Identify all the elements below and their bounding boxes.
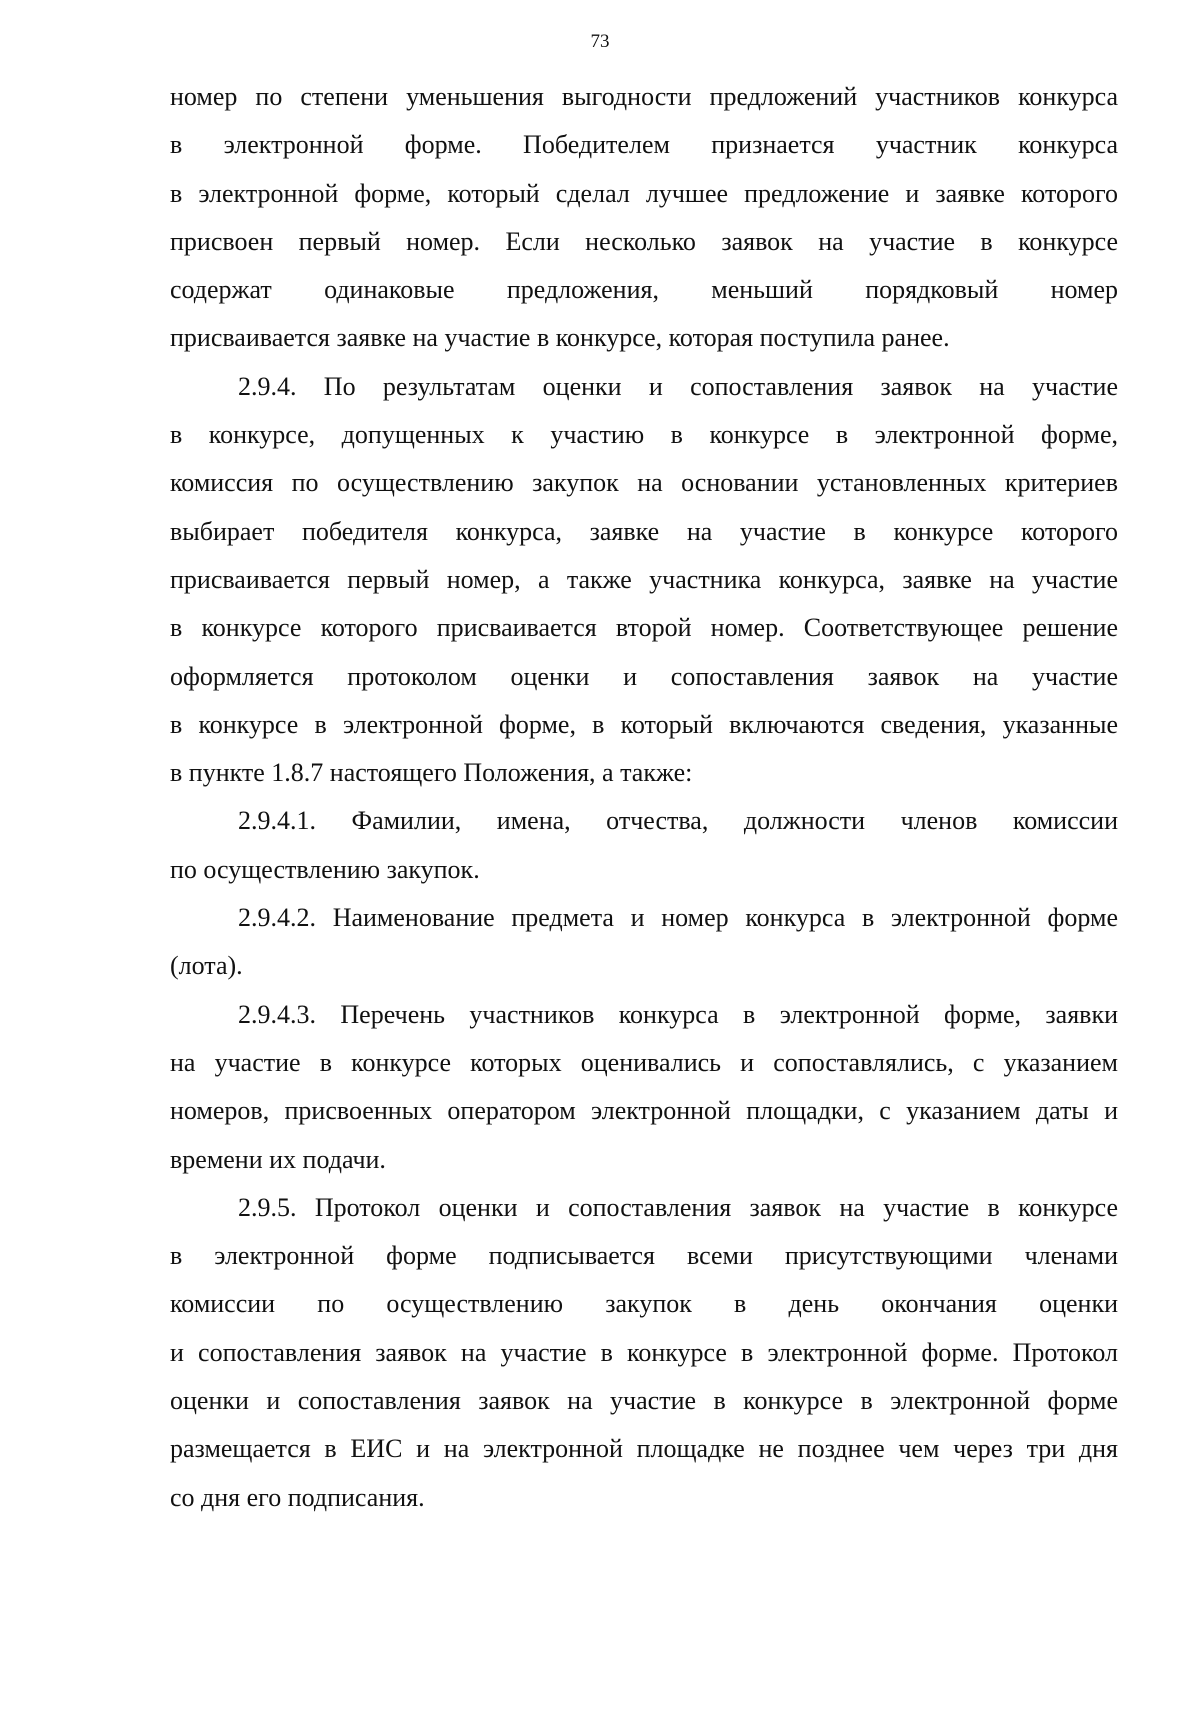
text-line: оценки и сопоставления заявок на участие в конкурсе в электронной форме: [170, 1386, 1118, 1416]
text-line: на участие в конкурсе которых оценивались и сопоставлялись, с указанием: [170, 1047, 1118, 1077]
text-line: комиссия по осуществлению закупок на основании установленных критериев: [170, 468, 1118, 498]
text-line: комиссии по осуществлению закупок в день окончания оценки: [170, 1289, 1118, 1319]
paragraph-first-line: 2.9.4.2. Наименование предмета и номер конкурса в электронной форме: [238, 903, 1118, 933]
paragraph-first-line: 2.9.4. По результатам оценки и сопоставления заявок на участие: [238, 371, 1118, 401]
text-line: в конкурсе которого присваивается второй номер. Соответствующее решение: [170, 613, 1118, 643]
text-line: в электронной форме подписывается всеми присутствующими членами: [170, 1241, 1118, 1271]
text-line: размещается в ЕИС и на электронной площадке не позднее чем через три дня: [170, 1434, 1118, 1464]
text-line: со дня его подписания.: [170, 1482, 425, 1512]
paragraph-first-line: 2.9.4.3. Перечень участников конкурса в электронной форме, заявки: [238, 999, 1118, 1029]
text-line: по осуществлению закупок.: [170, 854, 480, 884]
text-line: присвоен первый номер. Если несколько заявок на участие в конкурсе: [170, 226, 1118, 256]
text-line: в конкурсе в электронной форме, в который включаются сведения, указанные: [170, 709, 1118, 739]
text-line: в электронной форме. Победителем признается участник конкурса: [170, 130, 1118, 160]
document-body: [170, 73, 1118, 1522]
text-line: и сопоставления заявок на участие в конкурсе в электронной форме. Протокол: [170, 1337, 1118, 1367]
text-line: присваивается заявке на участие в конкурсе, которая поступила ранее.: [170, 323, 950, 353]
paragraph-first-line: 2.9.4.1. Фамилии, имена, отчества, должности членов комиссии: [238, 806, 1118, 836]
text-line: содержат одинаковые предложения, меньший порядковый номер: [170, 275, 1118, 305]
text-line: в электронной форме, который сделал лучшее предложение и заявке которого: [170, 178, 1118, 208]
paragraph-first-line: 2.9.5. Протокол оценки и сопоставления заявок на участие в конкурсе: [238, 1192, 1118, 1222]
page-number: 73: [590, 31, 610, 52]
text-line: в конкурсе, допущенных к участию в конкурсе в электронной форме,: [170, 420, 1118, 450]
text-line: номер по степени уменьшения выгодности предложений участников конкурса: [170, 82, 1118, 111]
text-line: (лота).: [170, 951, 243, 981]
text-line: в пункте 1.8.7 настоящего Положения, а также:: [170, 758, 693, 788]
text-line: номеров, присвоенных оператором электронной площадки, с указанием даты и: [170, 1096, 1118, 1126]
text-line: времени их подачи.: [170, 1144, 386, 1174]
text-line: присваивается первый номер, а также участника конкурса, заявке на участие: [170, 564, 1118, 594]
text-line: оформляется протоколом оценки и сопоставления заявок на участие: [170, 661, 1118, 691]
text-line: выбирает победителя конкурса, заявке на участие в конкурсе которого: [170, 516, 1118, 546]
